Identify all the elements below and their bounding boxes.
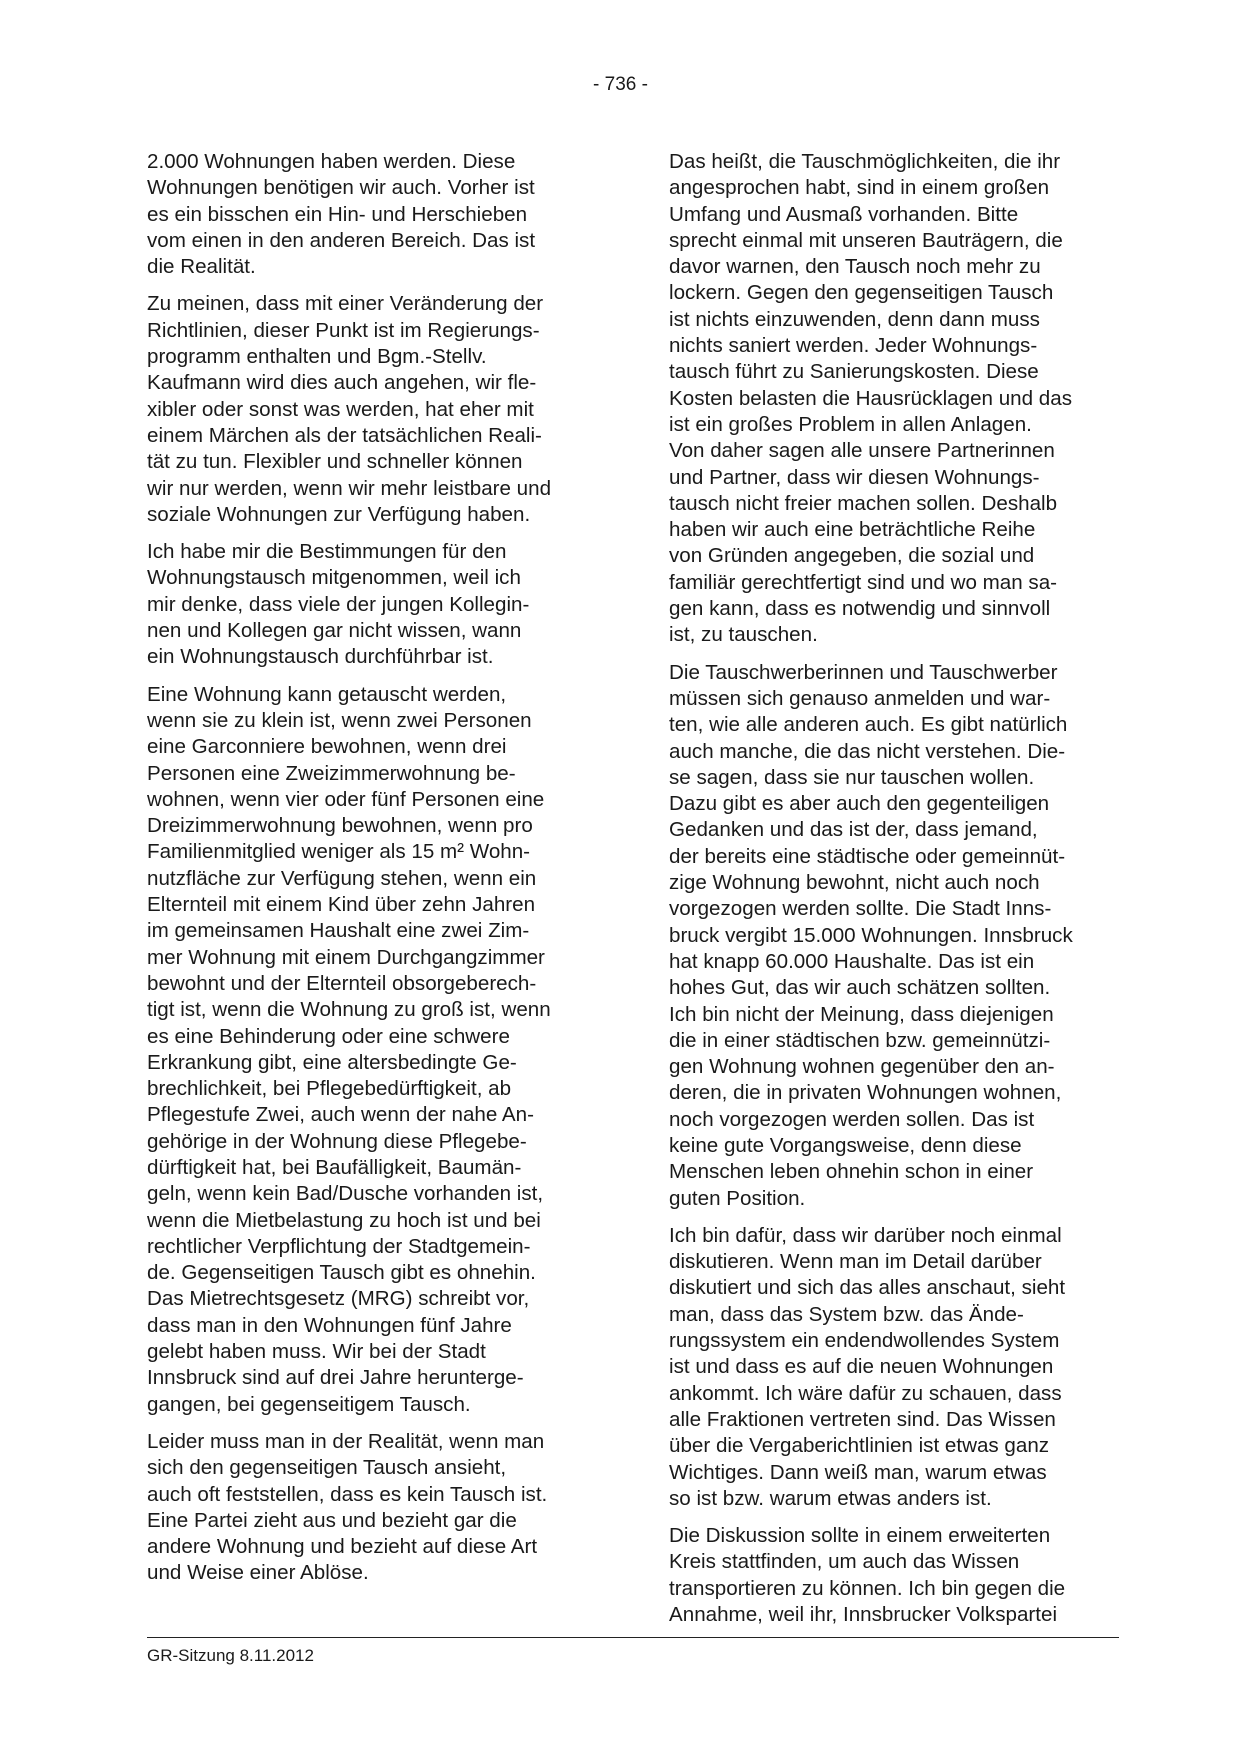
paragraph: Ich bin dafür, dass wir darüber noch einmal diskutieren. Wenn man im Detail darüber diskutiert und sich das alles anschaut, sieht man, dass das System bzw. das Ände- rungssystem ein endendwollendes System ist und dass es auf die neuen Wohnungen ankommt. Ich wäre dafür zu schauen, dass alle Fraktionen vertreten sind. Das Wissen über die Vergaberichtlinien ist etwas ganz Wichtiges. Dann weiß man, warum etwas so ist bzw. warum etwas anders ist. (669, 1223, 1066, 1510)
paragraph: Eine Wohnung kann getauscht werden, wenn sie zu klein ist, wenn zwei Personen eine Garconniere bewohnen, wenn drei Personen eine Zweizimmerwohnung be- wohnen, wenn vier oder fünf Personen eine Dreizimmerwohnung bewohnen, wenn pro Familienmitglied weniger als 15 m² Wohn- nutzfläche zur Verfügung stehen, wenn ein Elternteil mit einem Kind über zehn Jahren im gemeinsamen Haushalt eine zwei Zim- mer Wohnung mit einem Durchgangzimmer bewohnt und der Elternteil obsorgeberech- tigt ist, wenn die Wohnung zu groß ist, wenn es eine Behinderung oder eine schwere Erkrankung gibt, eine altersbedingte Ge- brechlichkeit, bei Pflegebedürftigkeit, ab Pflegestufe Zwei, auch wenn der nahe An- gehörige in der Wohnung diese Pflegebe- dürftigkeit hat, bei Baufälligkeit, Baumän- geln, wenn kein Bad/Dusche vorhanden ist, wenn die Mietbelastung zu hoch ist und bei rechtlicher Verpflichtung der Stadtgemein- de. Gegenseitigen Tausch gibt es ohnehin. Das Mietrechtsgesetz (MRG) schreibt vor, dass man in den Wohnungen fünf Jahre gelebt haben muss. Wir bei der Stadt Innsbruck sind auf drei Jahre herunterge- gangen, bei gegenseitigem Tausch. (147, 682, 551, 1416)
page-number: - 736 - (593, 74, 648, 95)
right-column (669, 149, 1124, 1639)
paragraph: 2.000 Wohnungen haben werden. Diese Wohnungen benötigen wir auch. Vorher ist es ein bisschen ein Hin- und Herschieben vom einen in den anderen Bereich. Das ist die Realität. (147, 150, 536, 279)
footer-divider (147, 1637, 1119, 1638)
paragraph: Das heißt, die Tauschmöglichkeiten, die ihr angesprochen habt, sind in einem großen Umfang und Ausmaß vorhanden. Bitte sprecht einmal mit unseren Bauträgern, die davor warnen, den Tausch noch mehr zu lockern. Gegen den gegenseitigen Tausch ist nichts einzuwenden, denn dann muss nichts saniert werden. Jeder Wohnungs- tausch führt zu Sanierungskosten. Diese Kosten belasten die Hausrücklagen und das ist ein großes Problem in allen Anlagen. Von daher sagen alle unsere Partnerinnen und Partner, dass wir diesen Wohnungs- tausch nicht freier machen sollen. Deshalb haben wir auch eine beträchtliche Reihe von Gründen angegeben, die sozial und familiär gerechtfertigt sind und wo man sa- gen kann, dass es notwendig und sinnvoll ist, zu tauschen. (669, 150, 1072, 647)
paragraph: Zu meinen, dass mit einer Veränderung der Richtlinien, dieser Punkt ist im Regierungs- programm enthalten und Bgm.-Stellv. Kaufmann wird dies auch angehen, wir fle- xibler oder sonst was werden, hat eher mit einem Märchen als der tatsächlichen Reali- tät zu tun. Flexibler und schneller können wir nur werden, wenn wir mehr leistbare und soziale Wohnungen zur Verfügung haben. (147, 292, 552, 526)
paragraph: Die Tauschwerberinnen und Tauschwerber müssen sich genauso anmelden und war- ten, wie alle anderen auch. Es gibt natürlich auch manche, die das nicht verstehen. Die- se sagen, dass sie nur tauschen wollen. Dazu gibt es aber auch den gegenteiligen Gedanken und das ist der, dass jemand, der bereits eine städtische oder gemeinnüt- zige Wohnung bewohnt, nicht auch noch vorgezogen werden sollte. Die Stadt Inns- bruck vergibt 15.000 Wohnungen. Innsbruck hat knapp 60.000 Haushalte. Das ist ein hohes Gut, das wir auch schätzen sollten. Ich bin nicht der Meinung, dass diejenigen die in einer städtischen bzw. gemeinnützi- gen Wohnung wohnen gegenüber den an- deren, die in privaten Wohnungen wohnen, noch vorgezogen werden sollen. Das ist keine gute Vorgangsweise, denn diese Menschen leben ohnehin schon in einer guten Position. (669, 660, 1073, 1210)
footer-session-date: GR-Sitzung 8.11.2012 (147, 1646, 314, 1665)
paragraph: Leider muss man in der Realität, wenn man sich den gegenseitigen Tausch ansieht, auch oft feststellen, dass es kein Tausch ist. Eine Partei zieht aus und bezieht gar die andere Wohnung und bezieht auf diese Art und Weise einer Ablöse. (147, 1429, 548, 1585)
left-column (147, 149, 602, 1598)
paragraph: Die Diskussion sollte in einem erweiterten Kreis stattfinden, um auch das Wissen transportieren zu können. Ich bin gegen die Annahme, weil ihr, Innsbrucker Volkspartei (669, 1524, 1066, 1627)
paragraph: Ich habe mir die Bestimmungen für den Wohnungstausch mitgenommen, weil ich mir denke, dass viele der jungen Kollegin- nen und Kollegen gar nicht wissen, wann ein Wohnungstausch durchführbar ist. (147, 540, 530, 669)
